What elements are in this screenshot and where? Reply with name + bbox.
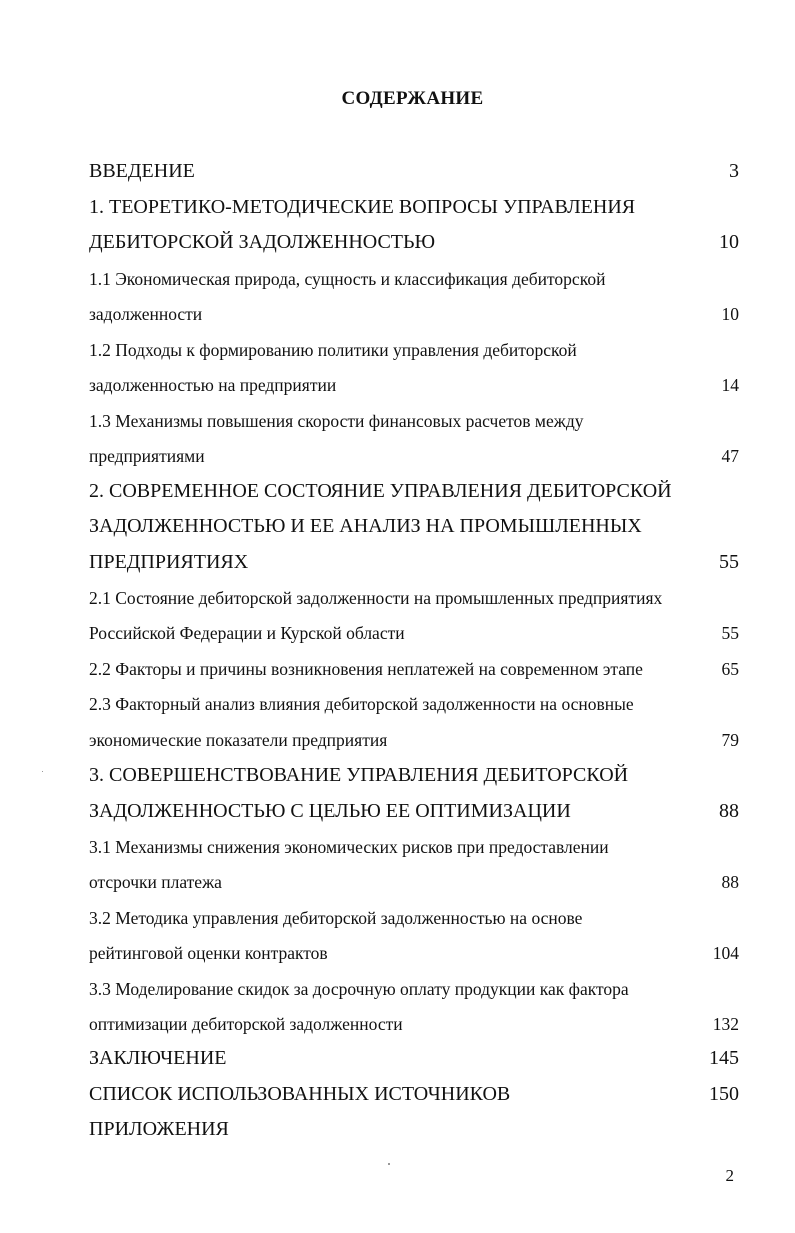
toc-entry-page: 88: [719, 800, 739, 822]
toc-entry-text: оптимизации дебиторской задолженности: [89, 1014, 403, 1034]
toc-entry-page: 132: [712, 1014, 739, 1034]
toc-entry-text: ВВЕДЕНИЕ: [89, 160, 195, 182]
scan-speck: [388, 1163, 390, 1165]
toc-entry-text: экономические показатели предприятия: [89, 730, 388, 750]
toc-entry-page: 47: [721, 446, 739, 466]
toc-entry-page: 14: [721, 375, 739, 395]
toc-entry-text: ДЕБИТОРСКОЙ ЗАДОЛЖЕННОСТЬЮ: [89, 231, 436, 253]
toc-entry-text: 2.2 Факторы и причины возникновения неплатежей на современном этапе: [89, 659, 643, 679]
toc-entry-page: 150: [709, 1083, 739, 1105]
toc-entry-page: 3: [729, 160, 739, 182]
toc-entry-text: 1.2 Подходы к формированию политики управления дебиторской: [89, 340, 577, 360]
toc-entry-text: 1.1 Экономическая природа, сущность и классификация дебиторской: [89, 269, 606, 289]
toc-entry-page: 88: [721, 872, 739, 892]
page-title: СОДЕРЖАНИЕ: [341, 88, 484, 109]
toc-entry-text: отсрочки платежа: [89, 872, 222, 892]
toc-entry-text: 2. СОВРЕМЕННОЕ СОСТОЯНИЕ УПРАВЛЕНИЯ ДЕБИТОРСКОЙ: [89, 480, 672, 502]
page-number: 2: [725, 1166, 734, 1185]
toc-entry-page: 104: [712, 943, 739, 963]
toc-entry-text: предприятиями: [89, 446, 205, 466]
toc-entry-page: 10: [721, 304, 739, 324]
toc-entry-text: задолженностью на предприятии: [89, 375, 337, 395]
toc-entry-page: 65: [721, 659, 739, 679]
toc-entry-text: ЗАДОЛЖЕННОСТЬЮ С ЦЕЛЬЮ ЕЕ ОПТИМИЗАЦИИ: [89, 800, 571, 822]
toc-entry-text: рейтинговой оценки контрактов: [89, 943, 328, 963]
toc-entry-text: 2.1 Состояние дебиторской задолженности на промышленных предприятиях: [89, 588, 663, 608]
toc-entry-text: ПРИЛОЖЕНИЯ: [89, 1118, 229, 1140]
toc-entry-text: Российской Федерации и Курской области: [89, 623, 405, 643]
toc-entry-text: 3.2 Методика управления дебиторской задолженностью на основе: [89, 908, 583, 928]
toc-entry-page: 145: [709, 1047, 739, 1069]
toc-entry-text: 3. СОВЕРШЕНСТВОВАНИЕ УПРАВЛЕНИЯ ДЕБИТОРСКОЙ: [89, 764, 629, 786]
toc-entry-page: 10: [719, 231, 739, 253]
toc-entry-page: 55: [719, 551, 739, 573]
toc-entry-text: задолженности: [89, 304, 203, 324]
toc-entry-text: ЗАКЛЮЧЕНИЕ: [89, 1047, 227, 1069]
toc-entry-text: 3.3 Моделирование скидок за досрочную оплату продукции как фактора: [89, 979, 629, 999]
toc-entry-text: 1. ТЕОРЕТИКО-МЕТОДИЧЕСКИЕ ВОПРОСЫ УПРАВЛЕНИЯ: [89, 196, 636, 218]
toc-entry-text: 3.1 Механизмы снижения экономических рисков при предоставлении: [89, 837, 609, 857]
toc-entry-page: 55: [721, 623, 739, 643]
toc-entry-text: ЗАДОЛЖЕННОСТЬЮ И ЕЕ АНАЛИЗ НА ПРОМЫШЛЕННЫХ: [89, 515, 642, 537]
toc-entry-text: 2.3 Факторный анализ влияния дебиторской задолженности на основные: [89, 694, 634, 714]
scan-speck: [42, 771, 43, 772]
toc-entry-text: ПРЕДПРИЯТИЯХ: [89, 551, 249, 573]
toc-entry-text: 1.3 Механизмы повышения скорости финансовых расчетов между: [89, 411, 584, 431]
toc-entry-text: СПИСОК ИСПОЛЬЗОВАННЫХ ИСТОЧНИКОВ: [89, 1083, 511, 1105]
toc-entry-page: 79: [721, 730, 739, 750]
